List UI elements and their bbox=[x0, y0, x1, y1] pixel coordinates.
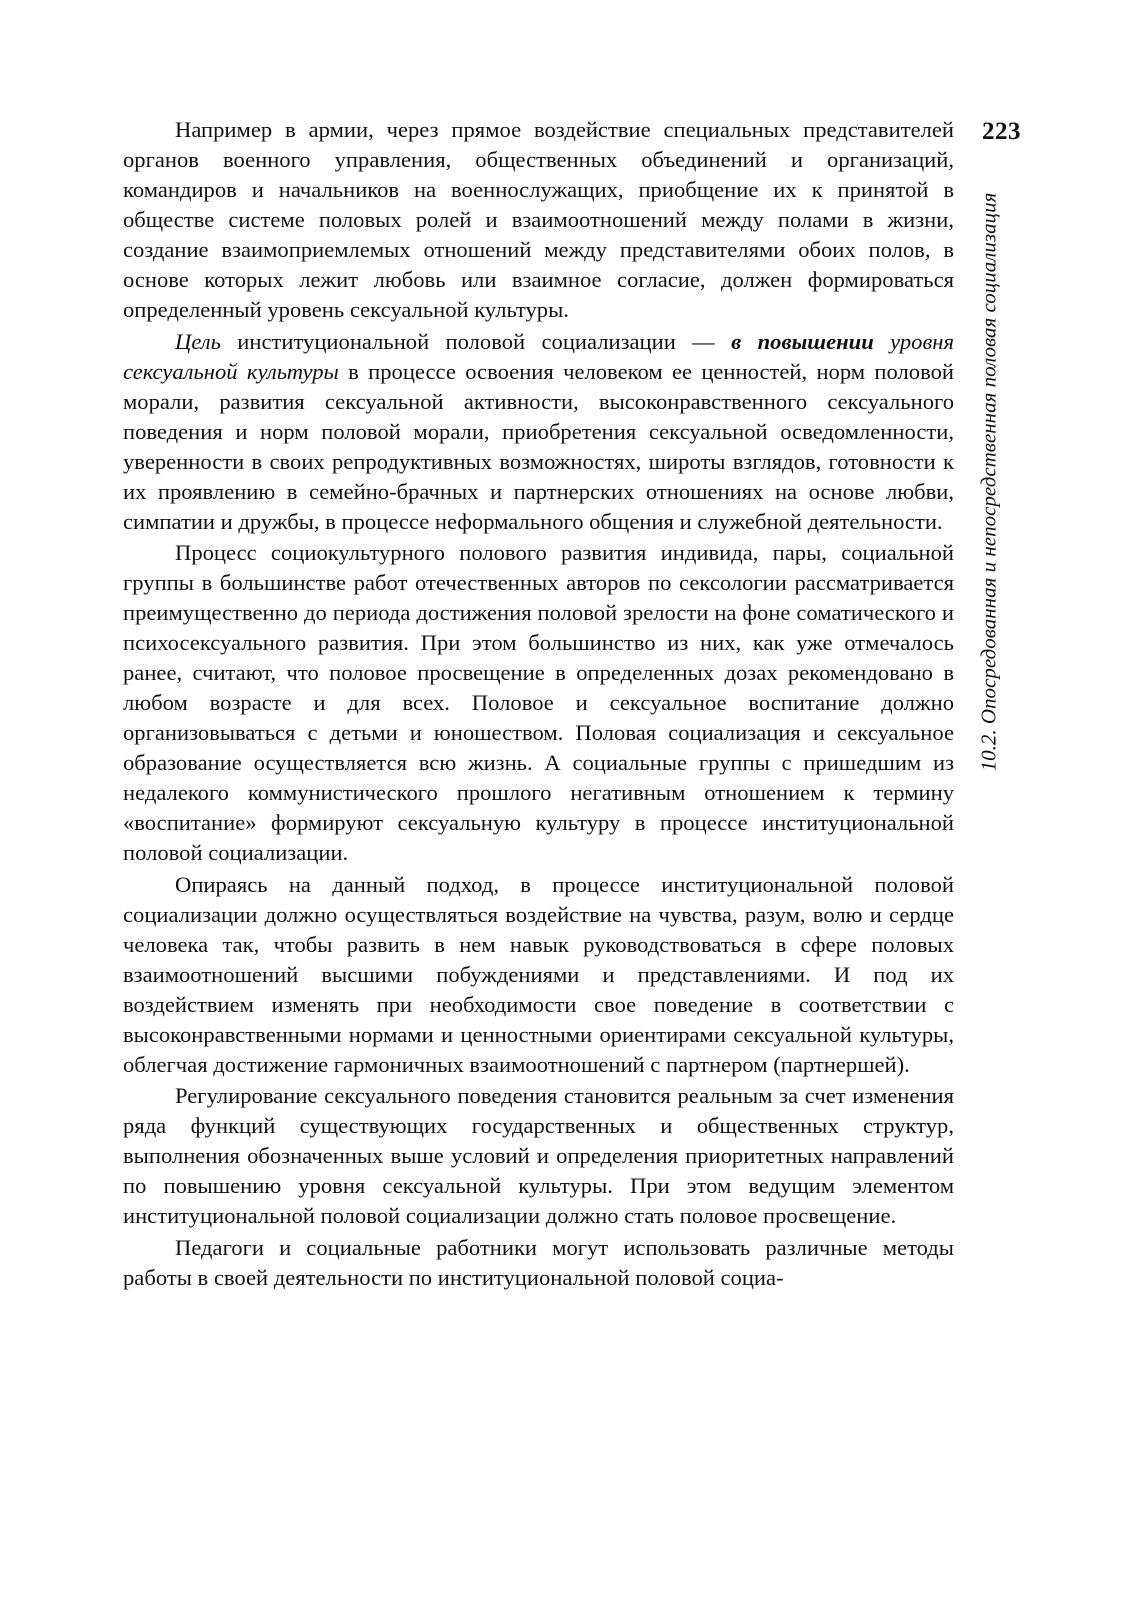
paragraph-6: Педагоги и социальные работники могут использовать различные методы работы в своей деятельности по институциональной половой социа- bbox=[123, 1234, 954, 1290]
emphasis-italic: уровня сексуальной культуры bbox=[123, 328, 954, 384]
paragraph-2-text-2: в процессе освоения человеком ее ценностей, норм половой морали, развития сексуальной активности, высоконравственного сексуального поведения и норм половой морали, приобретения сексуальной осведомленности, уверенности в своих репродуктивных возможностях, широты взглядов, готовности к их проявлению в семейно-брачных и партнерских отношениях на основе любви, симпатии и дружбы, в процессе неформального общения и служебной деятельности. bbox=[123, 358, 954, 534]
body-text bbox=[123, 115, 954, 1294]
paragraph-1: Например в армии, через прямое воздействие специальных представителей органов военного управления, общественных объединений и организаций, командиров и начальников на военнослужащих, приобщение их к принятой в обществе системе половых ролей и взаимоотношений между полами в жизни, создание взаимоприемлемых отношений между представителями обоих полов, в основе которых лежит любовь или взаимное согласие, должен формироваться определенный уровень сексуальной культуры. bbox=[123, 117, 954, 322]
paragraph-4: Опираясь на данный подход, в процессе институциональной половой социализации должно осуществляться воздействие на чувства, разум, волю и сердце человека так, чтобы развить в нем навык руководствоваться в сфере половых взаимоотношений высшими побуждениями и представлениями. И под их воздействием изменять при необходимости свое поведение в соответствии с высоконравственными нормами и ценностными ориентирами сексуальной культуры, облегчая достижение гармоничных взаимоотношений с партнером (партнершей). bbox=[123, 871, 954, 1077]
paragraph-5: Регулирование сексуального поведения становится реальным за счет изменения ряда функций существующих государственных и общественных структур, выполнения обозначенных выше условий и определения приоритетных направлений по повышению уровня сексуальной культуры. При этом ведущим элементом институциональной половой социализации должно стать половое просвещение. bbox=[123, 1083, 954, 1228]
paragraph-2 bbox=[123, 327, 954, 537]
paragraph-3: Процесс социокультурного полового развития индивида, пары, социальной группы в большинстве работ отечественных авторов по сексологии рассматривается преимущественно до периода достижения половой зрелости на фоне соматического и психосексуального развития. При этом большинство из них, как уже отмечалось ранее, считают, что половое просвещение в определенных дозах рекомендовано в любом возрасте и для всех. Половое и сексуальное воспитание должно организовываться с детьми и юношеством. Половая социализация и сексуальное образование осуществляется всю жизнь. А социальные группы с пришедшим из недалекого коммунистического прошлого негативным отношением к термину «воспитание» формируют сексуальную культуру в процессе институциональной половой социализации. bbox=[123, 540, 954, 865]
page-number: 223 bbox=[982, 118, 1021, 145]
paragraph-2-text-1: институциональной половой социализации — bbox=[220, 328, 732, 354]
goal-term: Цель bbox=[175, 328, 221, 354]
emphasis-bold-italic: в повышении bbox=[731, 328, 874, 354]
running-head-text: 10.2. Опосредованная и непосредственная половая социализация bbox=[976, 192, 1001, 772]
